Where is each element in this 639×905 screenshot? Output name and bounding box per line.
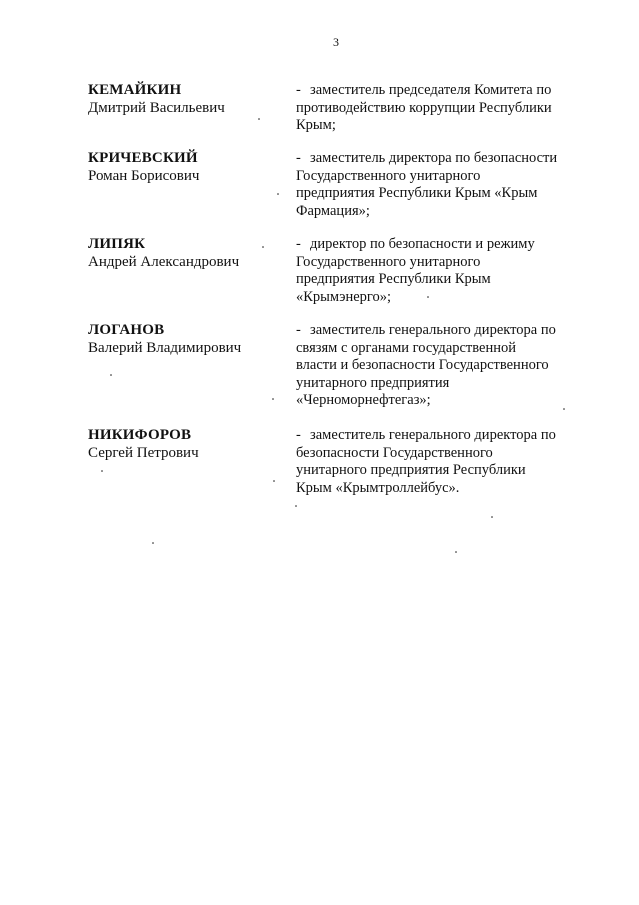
surname: ЛИПЯК [88, 236, 146, 252]
surname: КЕМАЙКИН [88, 82, 182, 98]
description-line: предприятия Республики Крым [296, 271, 491, 288]
scan-speck [277, 193, 279, 195]
given-names: Сергей Петрович [88, 444, 199, 461]
description-text: заместитель генерального директора по [310, 322, 556, 338]
scan-speck [258, 118, 260, 120]
scan-speck [455, 551, 457, 553]
given-names: Валерий Владимирович [88, 339, 242, 356]
description-line: Фармация»; [296, 202, 370, 219]
description-line: связям с органами государственной [296, 339, 516, 356]
scan-speck [273, 480, 275, 482]
surname: НИКИФОРОВ [88, 427, 192, 443]
scan-speck [427, 296, 429, 298]
description-line: Государственного унитарного [296, 253, 481, 270]
position-description [296, 322, 596, 410]
description-line: унитарного предприятия [296, 374, 450, 391]
description-text: директор по безопасности и режиму [310, 236, 535, 252]
description-line: Крым; [296, 117, 336, 134]
list-dash: - [296, 150, 301, 166]
scan-speck [152, 542, 154, 544]
person-name [88, 322, 278, 357]
surname: ЛОГАНОВ [88, 322, 165, 338]
list-dash: - [296, 236, 301, 252]
description-text: заместитель генерального директора по [310, 427, 556, 443]
description-text: заместитель председателя Комитета по [310, 82, 552, 98]
person-name [88, 82, 278, 117]
position-description [296, 236, 596, 306]
description-line [296, 150, 596, 168]
given-names: Дмитрий Васильевич [88, 99, 225, 116]
scan-speck [491, 516, 493, 518]
description-line [296, 322, 596, 340]
surname: КРИЧЕВСКИЙ [88, 150, 198, 166]
position-description [296, 150, 596, 220]
page-number: 3 [333, 35, 339, 49]
description-line: унитарного предприятия Республики [296, 462, 526, 479]
list-dash: - [296, 427, 301, 443]
scan-speck [272, 398, 274, 400]
given-names: Андрей Александрович [88, 253, 240, 270]
description-line [296, 82, 596, 100]
description-line: Крым «Крымтроллейбус». [296, 479, 460, 496]
scan-speck [101, 470, 103, 472]
description-line: «Черноморнефтегаз»; [296, 392, 431, 409]
person-name [88, 236, 278, 271]
scan-speck [110, 374, 112, 376]
description-line: предприятия Республики Крым «Крым [296, 185, 538, 202]
description-text: заместитель директора по безопасности [310, 150, 558, 166]
list-dash: - [296, 82, 301, 98]
description-line [296, 427, 596, 445]
scan-speck [262, 246, 264, 248]
description-line [296, 236, 596, 254]
given-names: Роман Борисович [88, 167, 200, 184]
description-line: «Крымэнерго»; [296, 288, 392, 305]
person-name [88, 427, 278, 462]
description-line: безопасности Государственного [296, 444, 493, 461]
scan-speck [295, 505, 297, 507]
position-description [296, 427, 596, 497]
person-name [88, 150, 278, 185]
description-line: Государственного унитарного [296, 167, 481, 184]
scan-speck [563, 408, 565, 410]
list-dash: - [296, 322, 301, 338]
description-line: власти и безопасности Государственного [296, 357, 549, 374]
position-description [296, 82, 596, 135]
description-line: противодействию коррупции Республики [296, 99, 552, 116]
